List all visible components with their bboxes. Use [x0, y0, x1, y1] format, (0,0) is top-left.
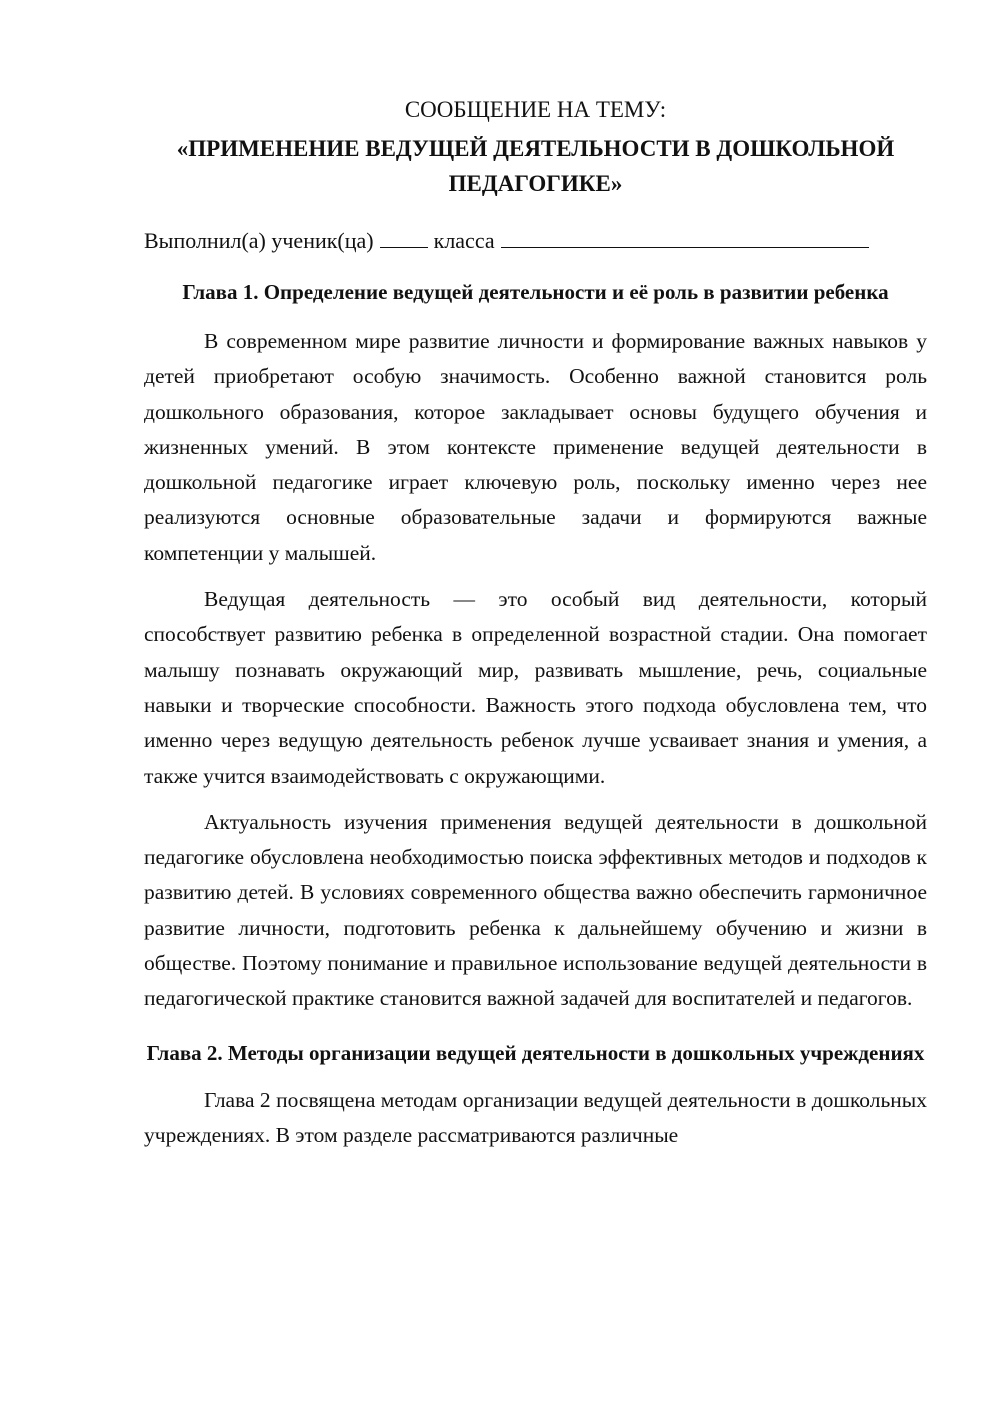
performed-by-label: Выполнил(а) ученик(ца) — [144, 228, 374, 253]
student-name-blank — [501, 225, 869, 248]
chapter-1-paragraph: В современном мире развитие личности и формирование важных навыков у детей приобретают особую значимость. Особенно важной становится роль дошкольного образования, которое закладывает основы будущего обучения и жизненных умений. В этом контексте применение ведущей деятельности в дошкольной педагогике играет ключевую роль, поскольку именно через нее реализуются основные образовательные задачи и формируются важные компетенции у малышей. — [144, 329, 927, 565]
topic-label: СООБЩЕНИЕ НА ТЕМУ: — [404, 97, 667, 122]
chapter-1-paragraph: Ведущая деятельность — это особый вид деятельности, который способствует развитию ребенка в определенной возрастной стадии. Она помогает малышу познавать окружающий мир, развивать мышление, речь, социальные навыки и творческие способности. Важность этого подхода обусловлена тем, что именно через ведущую деятельность ребенок лучше усваивает знания и умения, а также учится взаимодействовать с окружающими. — [144, 587, 927, 788]
author-line — [144, 223, 927, 258]
class-number-blank — [380, 225, 428, 248]
document-title: «ПРИМЕНЕНИЕ ВЕДУЩЕЙ ДЕЯТЕЛЬНОСТИ В ДОШКОЛЬНОЙ ПЕДАГОГИКЕ» — [176, 136, 895, 196]
class-label: класса — [433, 228, 495, 253]
chapter-2-paragraph: Глава 2 посвящена методам организации ведущей деятельности в дошкольных учреждениях. В этом разделе рассматриваются различные — [144, 1087, 927, 1147]
chapter-2-heading: Глава 2. Методы организации ведущей деятельности в дошкольных учреждениях — [146, 1040, 925, 1065]
chapter-1-heading: Глава 1. Определение ведущей деятельности и её роль в развитии ребенка — [182, 280, 889, 304]
chapter-1-paragraph: Актуальность изучения применения ведущей деятельности в дошкольной педагогике обусловлена необходимостью поиска эффективных методов и подходов к развитию детей. В условиях современного общества важно обеспечить гармоничное развитие личности, подготовить ребенка к дальнейшему обучению и жизни в обществе. Поэтому понимание и правильное использование ведущей деятельности в педагогической практике становится важной задачей для воспитателей и педагогов. — [144, 809, 927, 1011]
document-page — [144, 92, 927, 1153]
